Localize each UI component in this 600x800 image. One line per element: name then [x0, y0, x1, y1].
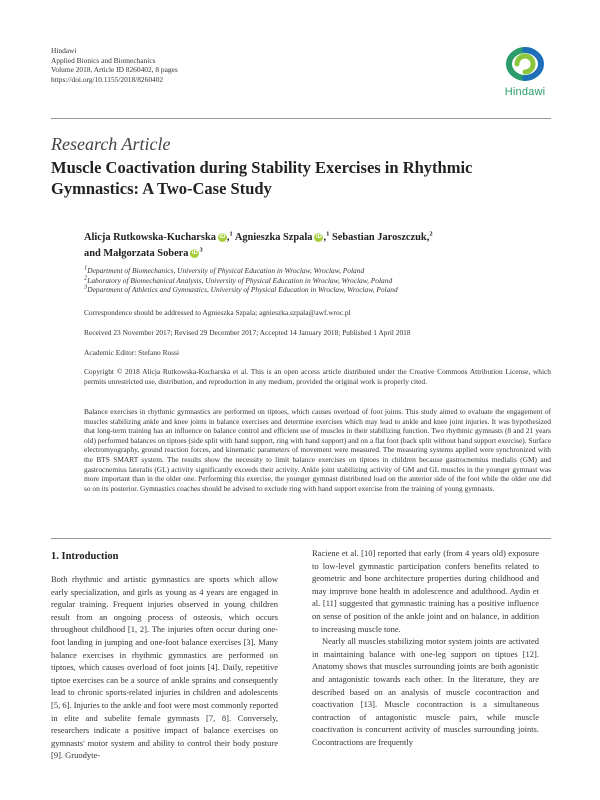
body-column-right — [312, 547, 539, 749]
journal-name: Applied Bionics and Biomechanics — [51, 55, 156, 65]
orcid-icon[interactable]: iD — [191, 250, 198, 257]
hindawi-logo — [497, 44, 553, 98]
hindawi-logo-text: Hindawi — [504, 86, 546, 98]
journal-doi[interactable]: https://doi.org/10.1155/2018/8260402 — [51, 74, 164, 84]
publication-dates: Received 23 November 2017; Revised 29 December 2017; Accepted 14 January 2018; Published 1 April 2018 — [84, 328, 411, 337]
author-name[interactable]: Alicja Rutkowska-Kucharska — [84, 232, 216, 243]
abstract-divider — [51, 538, 551, 539]
paragraph: Both rhythmic and artistic gymnastics are sports which allow early specialization, and girls as young as 4 years are engaged in regular training. Frequent injuries observed in young children result from an ongoing process of osteosis, which occurs throughout childhood [1, 2]. The injuries often occur during one-foot landing in jumping and one-foot balance exercises [3]. Many balance exercises in rhythmic gymnastics are performed on tiptoes, which causes overload of foot joints [4]. Daily, repetitive tiptoe exercises can be a source of ankle sprains and consequently lead to chronic sports-related injuries in children and adolescents [5, 6]. Injuries to the ankle and foot were most commonly reported in elite and subelite female gymnasts [7, 8]. Conversely, researchers indicate a positive impact of balance exercises on gymnasts' motor system and ability to control their body posture [9]. Gruodyte- — [51, 574, 278, 761]
author-affiliation-number: 2 — [429, 230, 433, 238]
section-heading: 1. Introduction — [51, 551, 119, 562]
copyright-notice: Copyright © 2018 Alicja Rutkowska-Kucharska et al. This is an open access article distributed under the Creative Commons Attribution License, which permits unrestricted use, distribution, and reproduction in any medium, provided the original work is properly cited. — [84, 367, 551, 386]
author-name[interactable]: Sebastian Jaroszczuk — [331, 232, 427, 243]
author-list: Alicja Rutkowska-Kucharska iD ,$^1$ Agnieszka Szpala iD ,$^1$ Sebastian Jaroszczuk,$^2$ and Małgorzata Sobera iD $^3$ — [84, 230, 433, 259]
affiliation — [84, 266, 551, 276]
abstract: Balance exercises in rhythmic gymnastics are performed on tiptoes, which causes overload of foot joints. This study aimed to evaluate the engagement of muscles stabilizing ankle and knee joints in balance exercises and determine exercises which may lead to ankle and knee joint injuries. It was hypothesized that long-term training has an influence on balance control and efficient use of muscles in their stabilizing function. Two rhythmic gymnasts (8 and 21 years old) performed balances on tiptoes (side split with hand support, ring with hand support) and on a flat foot (back split without hand support exercise). Surface electromyography, ground reaction forces, and kinematic parameters of movement were measured. The measuring systems applied were synchronized with the BTS SMART system. The results show the necessity to limit balance exercises on tiptoes in children because gastrocnemius medialis (GM) and gastrocnemius lateralis (GL) activity significantly exceeds their activity. Ankle joint stabilizing activity of GM and GL muscles in the younger gymnast was more important than in the older one. Performing this exercise, the younger gymnast distributed load on the anterior side of the foot while the older one did so on its posterior. Gymnastics coaches should be advised to exclude ring with hand support exercise from the training of young gymnasts. — [84, 407, 551, 493]
affiliation-number: 2 — [84, 274, 88, 282]
hindawi-logo-icon — [503, 44, 547, 84]
author-affiliation-number: 3 — [199, 246, 203, 254]
affiliation-number: 1 — [84, 264, 88, 272]
header-divider — [51, 118, 551, 119]
affiliation-text: Department of Biomechanics, University of Physical Education in Wroclaw, Wroclaw, Poland — [87, 266, 365, 275]
affiliations — [84, 266, 551, 295]
author-affiliation-number: 1 — [229, 230, 233, 238]
affiliation — [84, 276, 551, 286]
affiliation-text: Laboratory of Biomechanical Analysis, University of Physical Education in Wroclaw, Wroclaw, Poland — [87, 275, 393, 285]
correspondence: Correspondence should be addressed to Agnieszka Szpala; agnieszka.szpala@awf.wroc.pl — [84, 308, 351, 317]
body-column-left — [51, 573, 278, 762]
orcid-icon[interactable]: iD — [219, 234, 226, 241]
author-name[interactable]: Agnieszka Szpala — [234, 232, 313, 243]
paragraph: Raciene et al. [10] reported that early (from 4 years old) exposure to low-level gymnastic participation confers benefits related to geometric and bone architecture properties during childhood and may improve bone health in adolescence and adulthood. Aydin et al. [11] suggested that gymnastic training has a positive influence on sense of position of the ankle joint and on balance, in addition to increasing muscle tone. — [312, 548, 539, 634]
author-name[interactable]: Małgorzata Sobera — [103, 248, 189, 259]
affiliation-number: 3 — [84, 283, 88, 291]
article-type: Research Article — [51, 134, 171, 154]
affiliation — [84, 285, 551, 295]
orcid-icon[interactable]: iD — [315, 234, 322, 241]
academic-editor: Academic Editor: Stefano Rossi — [84, 348, 180, 357]
journal-publisher: Hindawi — [51, 46, 77, 55]
journal-volume: Volume 2018, Article ID 8260402, 8 pages — [51, 65, 178, 75]
journal-info — [51, 46, 178, 84]
author-affiliation-number: 1 — [326, 230, 330, 238]
affiliation-text: Department of Athletics and Gymnastics, University of Physical Education in Wroclaw, Wroclaw, Poland — [87, 285, 398, 295]
paragraph: Nearly all muscles stabilizing motor system joints are activated in maintaining balance with one-leg support on tiptoes [12]. Anatomy shows that muscles surrounding joints are both agonistic and antagonistic towards each other. In the literature, they are described based on an analysis of muscle cocontraction and coactivation [13]. Muscle cocontraction is a simultaneous contraction of antagonistic muscle pairs, while muscle coactivation is concurrent activity of muscles surrounding joints. Cocontractions are frequently — [312, 636, 539, 747]
article-title: Muscle Coactivation during Stability Exercises in Rhythmic Gymnastics: A Two-Case Study — [51, 158, 473, 198]
